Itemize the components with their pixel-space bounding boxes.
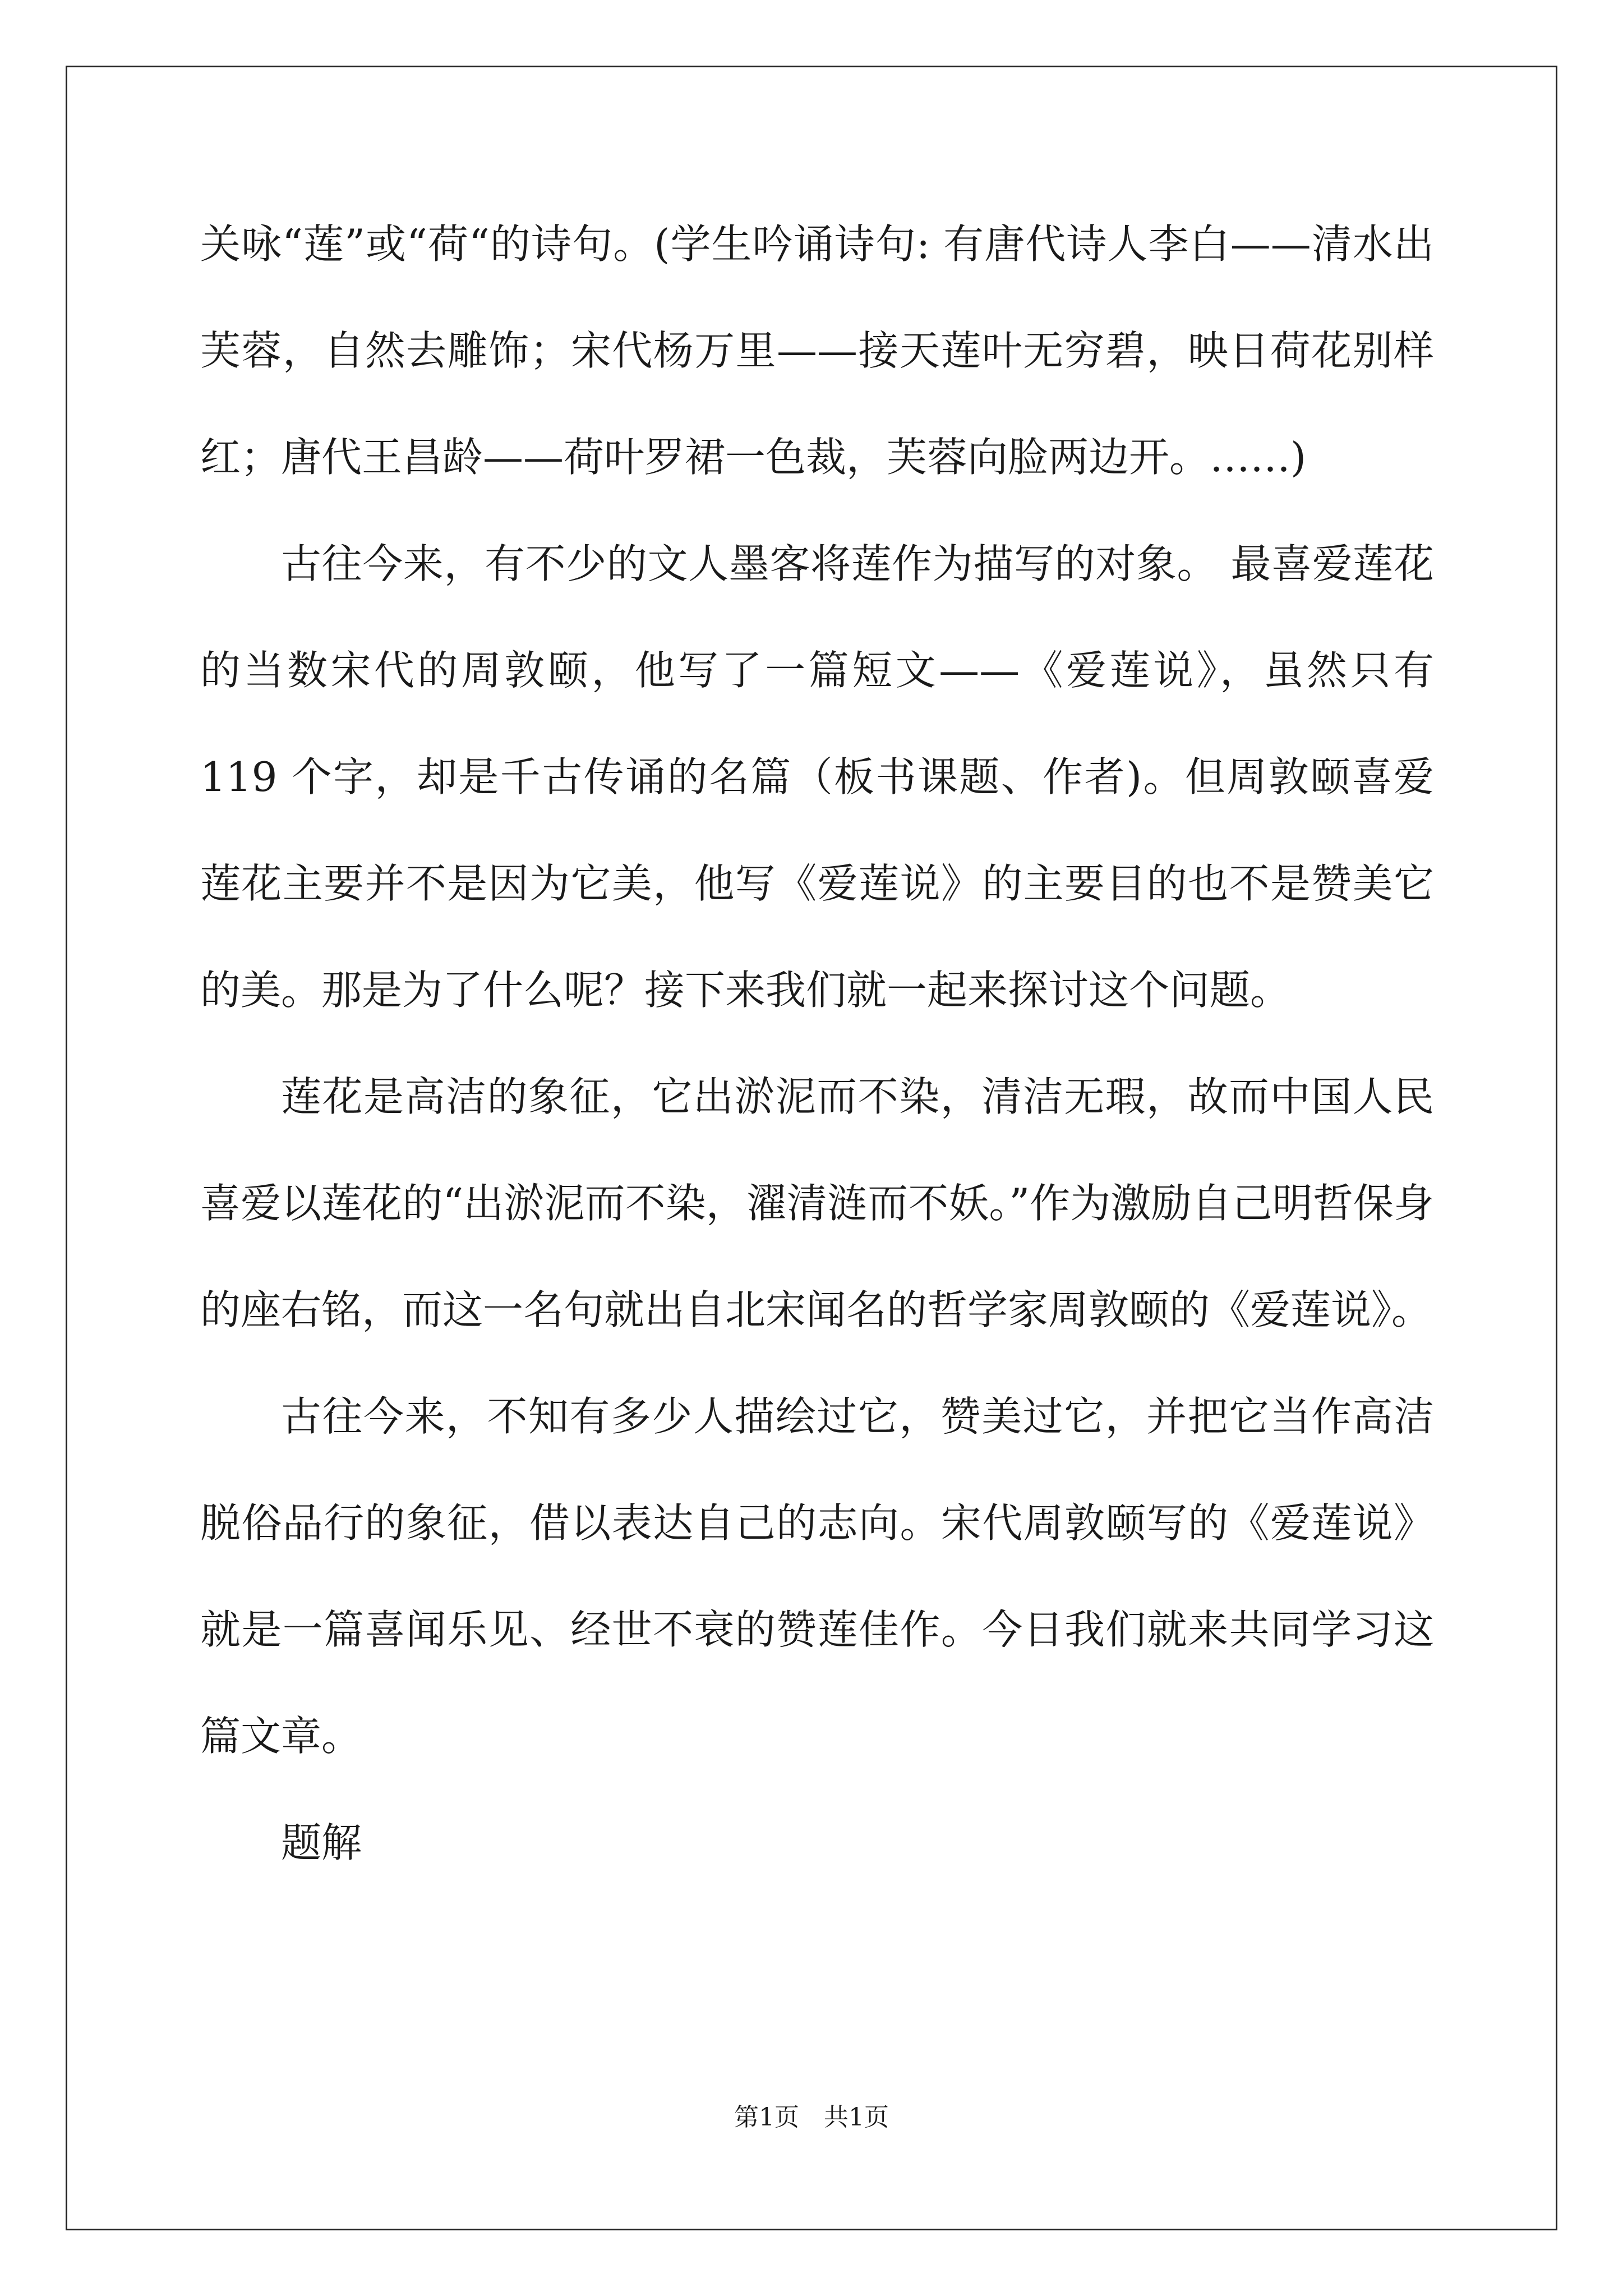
paragraph-zhou-dunyi-intro: 古往今来，有不少的文人墨客将莲作为描写的对象。 最喜爱莲花的当数宋代的周敦颐，他写了一篇短文——《爱莲说》，虽然只有 119 个字，却是千古传诵的名篇（板书课题、作者)。但周敦颐喜爱莲花主要并不是因为它美，他写《爱莲说》的主要目的也不是赞美它的美。那是为了什么呢？接下来我们就一起来探讨这个问题。	[200, 540, 1434, 1014]
section-heading-tijie: 题解	[281, 1819, 362, 1866]
page-number: 第1页	[734, 2103, 799, 2132]
page-footer	[0, 2101, 1623, 2134]
paragraph-lesson-intro: 古往今来，不知有多少人描绘过它，赞美过它，并把它当作高洁脱俗品行的象征，借以表达自己的志向。宋代周敦颐写的《爱莲说》就是一篇喜闻乐见、经世不衰的赞莲佳作。今日我们就来共同学习这篇文章。	[200, 1393, 1434, 1760]
paragraph-poems: 关咏“莲”或“荷“的诗句。(学生吟诵诗句: 有唐代诗人李白——清水出芙蓉，自然去雕饰；宋代杨万里——接天莲叶无穷碧，映日荷花别样红；唐代王昌龄——荷叶罗裙一色裁，芙蓉向脸两边开。……)	[200, 220, 1434, 481]
paragraph-lotus-symbol: 莲花是高洁的象征，它出淤泥而不染，清洁无瑕，故而中国人民喜爱以莲花的“出淤泥而不染，濯清涟而不妖。”作为激励自己明哲保身的座右铭，而这一名句就出自北宋闻名的哲学家周敦颐的《爱莲说》。	[200, 1073, 1434, 1333]
page-total: 共1页	[824, 2103, 889, 2132]
document-body	[200, 191, 1434, 1896]
